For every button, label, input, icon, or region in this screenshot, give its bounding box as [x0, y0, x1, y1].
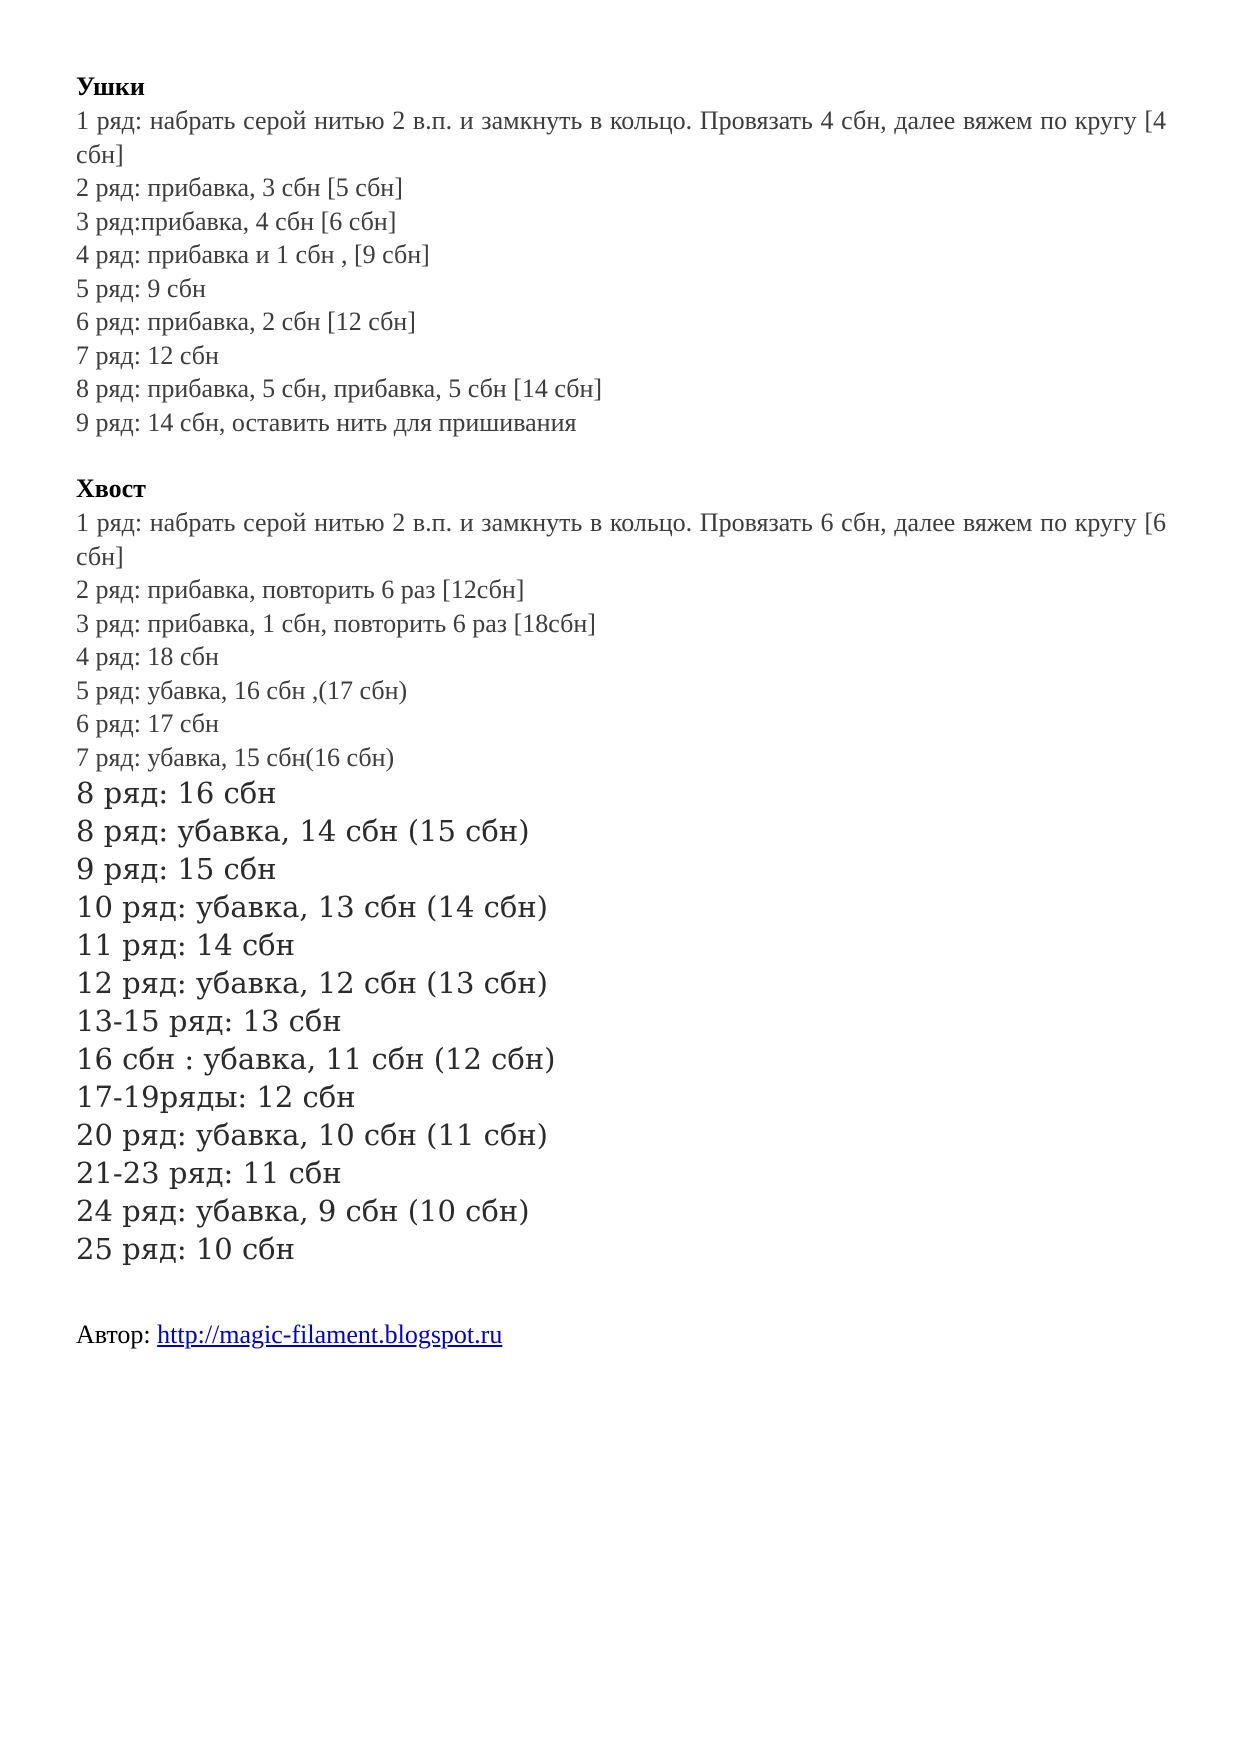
ears-row: 4 ряд: прибавка и 1 сбн , [9 сбн]	[76, 240, 430, 269]
tail-section	[76, 472, 1166, 1268]
tail-row-large: 17-19ряды: 12 сбн	[76, 1080, 356, 1114]
tail-row: 5 ряд: убавка, 16 сбн ,(17 сбн)	[76, 675, 408, 705]
ears-row: 3 ряд:прибавка, 4 сбн [6 сбн]	[76, 206, 397, 236]
author-link[interactable]: http://magic-filament.blogspot.ru	[157, 1320, 503, 1349]
ears-row: 6 ряд: прибавка, 2 сбн [12 сбн]	[76, 307, 416, 336]
tail-row: 7 ряд: убавка, 15 сбн(16 сбн)	[76, 742, 395, 772]
ears-row: 2 ряд: прибавка, 3 сбн [5 сбн]	[76, 173, 403, 202]
tail-row: 4 ряд: 18 сбн	[76, 642, 219, 671]
document-page	[76, 70, 1166, 1352]
ears-heading: Ушки	[76, 72, 145, 101]
ears-intro: 1 ряд: набрать серой нитью 2 в.п. и замкнуть в кольцо. Провязать 4 сбн, далее вяжем по кругу [4 сбн]	[76, 106, 1166, 169]
ears-row: 8 ряд: прибавка, 5 сбн, прибавка, 5 сбн [14 сбн]	[76, 374, 603, 403]
ears-section	[76, 70, 1166, 439]
ears-row: 7 ряд: 12 сбн	[76, 340, 219, 370]
tail-heading: Хвост	[76, 474, 146, 503]
tail-row-large: 10 ряд: убавка, 13 сбн (14 сбн)	[76, 890, 548, 924]
ears-row: 9 ряд: 14 сбн, оставить нить для пришивания	[76, 407, 577, 437]
tail-row-large: 13-15 ряд: 13 сбн	[76, 1004, 342, 1038]
tail-row-large: 21-23 ряд: 11 сбн	[76, 1156, 342, 1190]
section-spacer	[76, 439, 1166, 472]
tail-row-large: 11 ряд: 14 сбн	[76, 928, 295, 962]
ears-row: 5 ряд: 9 сбн	[76, 273, 206, 303]
tail-row: 3 ряд: прибавка, 1 сбн, повторить 6 раз [18сбн]	[76, 608, 596, 638]
author-line	[76, 1318, 1166, 1352]
tail-row-large: 16 сбн : убавка, 11 сбн (12 сбн)	[76, 1042, 556, 1076]
tail-row-large: 8 ряд: 16 сбн	[76, 776, 277, 810]
tail-row-large: 25 ряд: 10 сбн	[76, 1232, 295, 1266]
author-label: Автор:	[76, 1320, 158, 1349]
tail-row-large: 9 ряд: 15 сбн	[76, 852, 277, 886]
tail-row: 6 ряд: 17 сбн	[76, 709, 219, 738]
tail-row-large: 8 ряд: убавка, 14 сбн (15 сбн)	[76, 814, 530, 848]
tail-row: 2 ряд: прибавка, повторить 6 раз [12сбн]	[76, 575, 525, 604]
tail-row-large: 24 ряд: убавка, 9 сбн (10 сбн)	[76, 1194, 530, 1228]
tail-row-large: 20 ряд: убавка, 10 сбн (11 сбн)	[76, 1118, 548, 1152]
tail-row-large: 12 ряд: убавка, 12 сбн (13 сбн)	[76, 966, 548, 1000]
tail-intro: 1 ряд: набрать серой нитью 2 в.п. и замкнуть в кольцо. Провязать 6 сбн, далее вяжем по кругу [6 сбн]	[76, 508, 1166, 571]
